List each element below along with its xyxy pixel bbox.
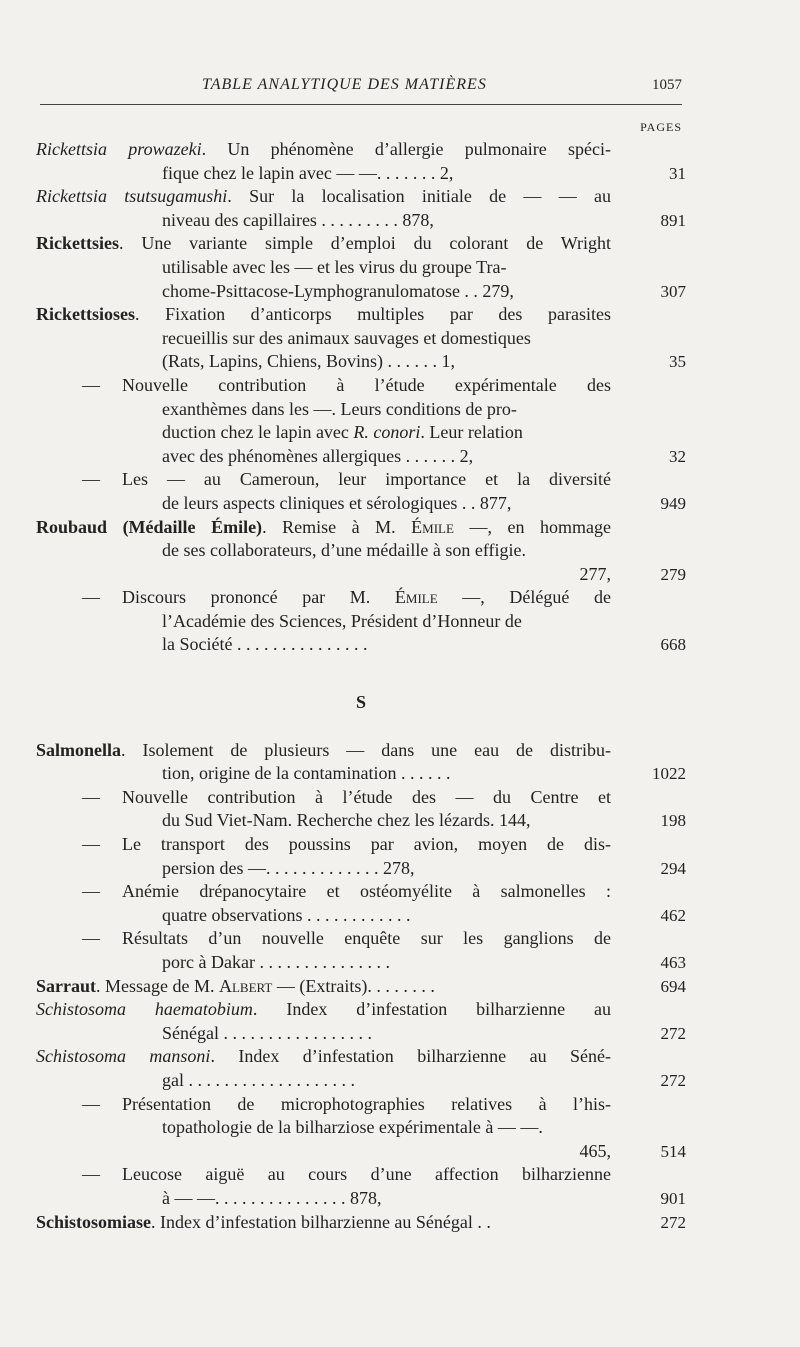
- entry-text: Albert: [218, 975, 273, 996]
- entry-text: . Index d’infestation bilharzienne au Sénégal . .: [151, 1211, 491, 1232]
- entry-line: [36, 586, 611, 610]
- entry-line: [36, 539, 611, 563]
- entry-heading: Sarraut: [36, 975, 96, 996]
- entry-heading: Rickettsia tsutsugamushi: [36, 186, 228, 207]
- page-reference: 279: [660, 564, 686, 584]
- entry-line: [36, 516, 611, 540]
- entry-line: [36, 209, 611, 233]
- continuation-dash: —: [82, 928, 100, 949]
- page-reference: 463: [660, 953, 686, 972]
- entry-text: avec des phénomènes allergiques . . . . . . 2,: [162, 445, 474, 466]
- entry-line: [36, 998, 611, 1022]
- entry-line: [36, 398, 611, 422]
- entry-heading: Schistosoma mansoni: [36, 1046, 211, 1067]
- entry-text: à — —. . . . . . . . . . . . . . . 878,: [162, 1187, 382, 1208]
- entry-text: persion des —. . . . . . . . . . . . . 278,: [162, 857, 415, 878]
- index-entry: [36, 1163, 686, 1210]
- entry-text: Leucose aiguë au cours d’une affection bilharzienne: [122, 1164, 611, 1185]
- entry-heading: Schistosomiase: [36, 1211, 152, 1232]
- entry-text: Émile: [411, 516, 454, 537]
- entry-heading: Schistosoma haematobium: [36, 999, 253, 1020]
- entry-text: niveau des capillaires . . . . . . . . . 878,: [162, 209, 434, 230]
- page-reference: 901: [660, 1188, 686, 1208]
- entry-line: [36, 1069, 611, 1093]
- index-entry: [36, 468, 686, 515]
- entry-line: [36, 138, 611, 162]
- entry-text: Émile: [394, 587, 438, 608]
- entry-text: . Message de M.: [96, 975, 219, 996]
- entry-heading: Rickettsia prowazeki: [36, 139, 202, 159]
- entry-text: Résultats d’un nouvelle enquête sur les ganglions de: [122, 928, 611, 949]
- entry-line: [36, 256, 611, 280]
- index-entry: [36, 998, 686, 1045]
- page-reference: 514: [660, 1141, 686, 1161]
- entry-text: topathologie de la bilharziose expérimentale à — —.: [162, 1117, 543, 1138]
- page-header: [40, 76, 682, 94]
- continuation-dash: —: [82, 786, 100, 807]
- entry-line: [36, 975, 611, 999]
- index-entry: [36, 833, 686, 880]
- continuation-dash: —: [82, 469, 100, 490]
- page-reference: 668: [660, 635, 686, 655]
- page-reference: 694: [660, 976, 686, 996]
- page-reference: 1022: [652, 764, 686, 784]
- entry-text: fique chez le lapin avec — —. . . . . . . 2,: [162, 162, 454, 183]
- page-reference: 198: [660, 811, 686, 831]
- entry-line: [36, 280, 611, 304]
- entry-text: utilisable avec les — et les virus du groupe Tra-: [162, 256, 507, 277]
- page-reference: 949: [660, 493, 686, 513]
- continuation-dash: —: [82, 881, 100, 902]
- entry-text: 277,: [579, 563, 611, 584]
- entry-text: recueillis sur des animaux sauvages et domestiques: [162, 327, 531, 348]
- index-entry: [36, 138, 686, 185]
- page-reference: 272: [660, 1070, 686, 1090]
- entry-text: tion, origine de la contamination . . . . . .: [162, 763, 451, 784]
- entry-line: [36, 951, 611, 975]
- continuation-dash: —: [82, 834, 100, 855]
- entry-text: Sénégal . . . . . . . . . . . . . . . . .: [162, 1022, 372, 1043]
- index-entry: [36, 1045, 686, 1092]
- entry-line: [36, 610, 611, 634]
- entry-line: [36, 1187, 611, 1211]
- index-entry: [36, 374, 686, 468]
- entry-line: [36, 633, 611, 657]
- page-reference: 462: [660, 905, 686, 925]
- page-number: 1057: [652, 77, 682, 93]
- running-title: TABLE ANALYTIQUE DES MATIÈRES: [202, 76, 487, 93]
- entry-text: . Un phénomène d’allergie pulmonaire spéci-: [201, 139, 611, 159]
- entry-line: [36, 904, 611, 928]
- pages-column-label: PAGES: [640, 120, 682, 134]
- entry-text: Le transport des poussins par avion, moyen de dis-: [122, 834, 611, 855]
- index-entry: [36, 303, 686, 374]
- entry-line: [36, 762, 611, 786]
- index-entry: [36, 1211, 686, 1235]
- entry-text: de ses collaborateurs, d’une médaille à son effigie.: [162, 540, 527, 561]
- entry-text: 465,: [579, 1140, 611, 1161]
- entry-line: [36, 1093, 611, 1117]
- entry-text: Nouvelle contribution à l’étude expérimentale des: [122, 374, 611, 395]
- page-reference: 32: [669, 446, 686, 466]
- entry-text: . Sur la localisation initiale de — — au: [227, 186, 611, 207]
- entry-text: chome-Psittacose-Lymphogranulomatose . . 279,: [162, 280, 514, 301]
- index-entry: [36, 232, 686, 303]
- entry-line: [36, 786, 611, 810]
- entry-text: quatre observations . . . . . . . . . . . .: [162, 904, 411, 925]
- entry-text: du Sud Viet-Nam. Recherche chez les lézards. 144,: [162, 810, 531, 831]
- page-reference: 272: [660, 1212, 686, 1232]
- entry-line: [36, 1022, 611, 1046]
- entry-text: la Société . . . . . . . . . . . . . . .: [162, 634, 368, 655]
- entries-s-group: [36, 739, 686, 1234]
- continuation-dash: —: [82, 587, 100, 608]
- entry-text: . Leur relation: [420, 422, 523, 443]
- entry-line: [36, 1140, 611, 1164]
- entry-line: [36, 739, 611, 763]
- index-entry: [36, 586, 686, 657]
- entry-line: [36, 162, 611, 186]
- page-reference: 307: [660, 281, 686, 301]
- letter-heading-s: S: [355, 692, 366, 713]
- entry-line: [36, 833, 611, 857]
- page-reference: 294: [660, 858, 686, 878]
- continuation-dash: —: [82, 1093, 100, 1114]
- entry-text: Discours prononcé par M.: [122, 587, 395, 608]
- continuation-dash: —: [82, 374, 100, 395]
- index-entry: [36, 975, 686, 999]
- entry-line: [36, 421, 611, 445]
- entry-text: . Isolement de plusieurs — dans une eau de distribu-: [121, 739, 611, 760]
- entry-text: R. conori: [353, 422, 421, 443]
- entry-line: [36, 1211, 611, 1235]
- index-entry: [36, 880, 686, 927]
- entry-text: . Remise à M.: [262, 516, 412, 537]
- index-entry: [36, 516, 686, 587]
- entry-line: [36, 880, 611, 904]
- entries-r-group: [36, 138, 686, 657]
- entry-text: —, en hommage: [453, 516, 611, 537]
- entry-text: Anémie drépanocytaire et ostéomyélite à salmonelles :: [122, 881, 611, 902]
- entry-text: gal . . . . . . . . . . . . . . . . . . .: [162, 1069, 355, 1090]
- entry-line: [36, 327, 611, 351]
- entry-text: . Index d’infestation bilharzienne au: [252, 999, 611, 1020]
- entry-text: duction chez le lapin avec: [162, 422, 354, 443]
- entry-text: — (Extraits). . . . . . . .: [272, 975, 435, 996]
- index-entry: [36, 739, 686, 786]
- entry-text: exanthèmes dans les —. Leurs conditions de pro-: [162, 398, 517, 419]
- entry-text: porc à Dakar . . . . . . . . . . . . . . .: [162, 952, 390, 972]
- entry-heading: Salmonella: [36, 739, 122, 760]
- index-entry: [36, 786, 686, 833]
- page-reference: 31: [669, 163, 686, 183]
- entry-text: . Une variante simple d’emploi du colorant de Wright: [118, 233, 611, 254]
- entry-text: —, Délégué de: [437, 587, 611, 608]
- header-rule: [40, 104, 682, 105]
- entry-line: [36, 1163, 611, 1187]
- entry-line: [36, 857, 611, 881]
- entry-line: [36, 303, 611, 327]
- entry-text: (Rats, Lapins, Chiens, Bovins) . . . . . . 1,: [162, 351, 455, 372]
- entry-line: [36, 374, 611, 398]
- index-entries: [36, 138, 686, 1234]
- entry-line: [36, 563, 611, 587]
- entry-line: [36, 468, 611, 492]
- entry-line: [36, 232, 611, 256]
- entry-heading: Rickettsioses: [36, 304, 135, 325]
- index-entry: [36, 1093, 686, 1164]
- continuation-dash: —: [82, 1164, 100, 1185]
- entry-line: [36, 927, 611, 951]
- entry-line: [36, 1116, 611, 1140]
- page-reference: 35: [669, 352, 686, 372]
- entry-text: Nouvelle contribution à l’étude des — du Centre et: [122, 786, 611, 807]
- page-reference: 891: [660, 210, 686, 230]
- entry-line: [36, 1045, 611, 1069]
- entry-line: [36, 492, 611, 516]
- entry-text: Présentation de microphotographies relatives à l’his-: [122, 1093, 611, 1114]
- entry-text: de leurs aspects cliniques et sérologiques . . 877,: [162, 492, 512, 513]
- entry-text: . Fixation d’anticorps multiples par des parasites: [134, 304, 611, 325]
- entry-line: [36, 350, 611, 374]
- entry-heading: Rickettsies: [36, 233, 119, 254]
- index-entry: [36, 927, 686, 974]
- entry-line: [36, 445, 611, 469]
- entry-line: [36, 185, 611, 209]
- entry-heading: Roubaud (Médaille Émile): [36, 516, 263, 537]
- entry-text: . Index d’infestation bilharzienne au Séné-: [210, 1046, 611, 1067]
- index-entry: [36, 185, 686, 232]
- entry-text: l’Académie des Sciences, Président d’Honneur de: [162, 610, 522, 631]
- page-reference: 272: [660, 1023, 686, 1043]
- entry-line: [36, 809, 611, 833]
- entry-text: Les — au Cameroun, leur importance et la diversité: [122, 469, 611, 490]
